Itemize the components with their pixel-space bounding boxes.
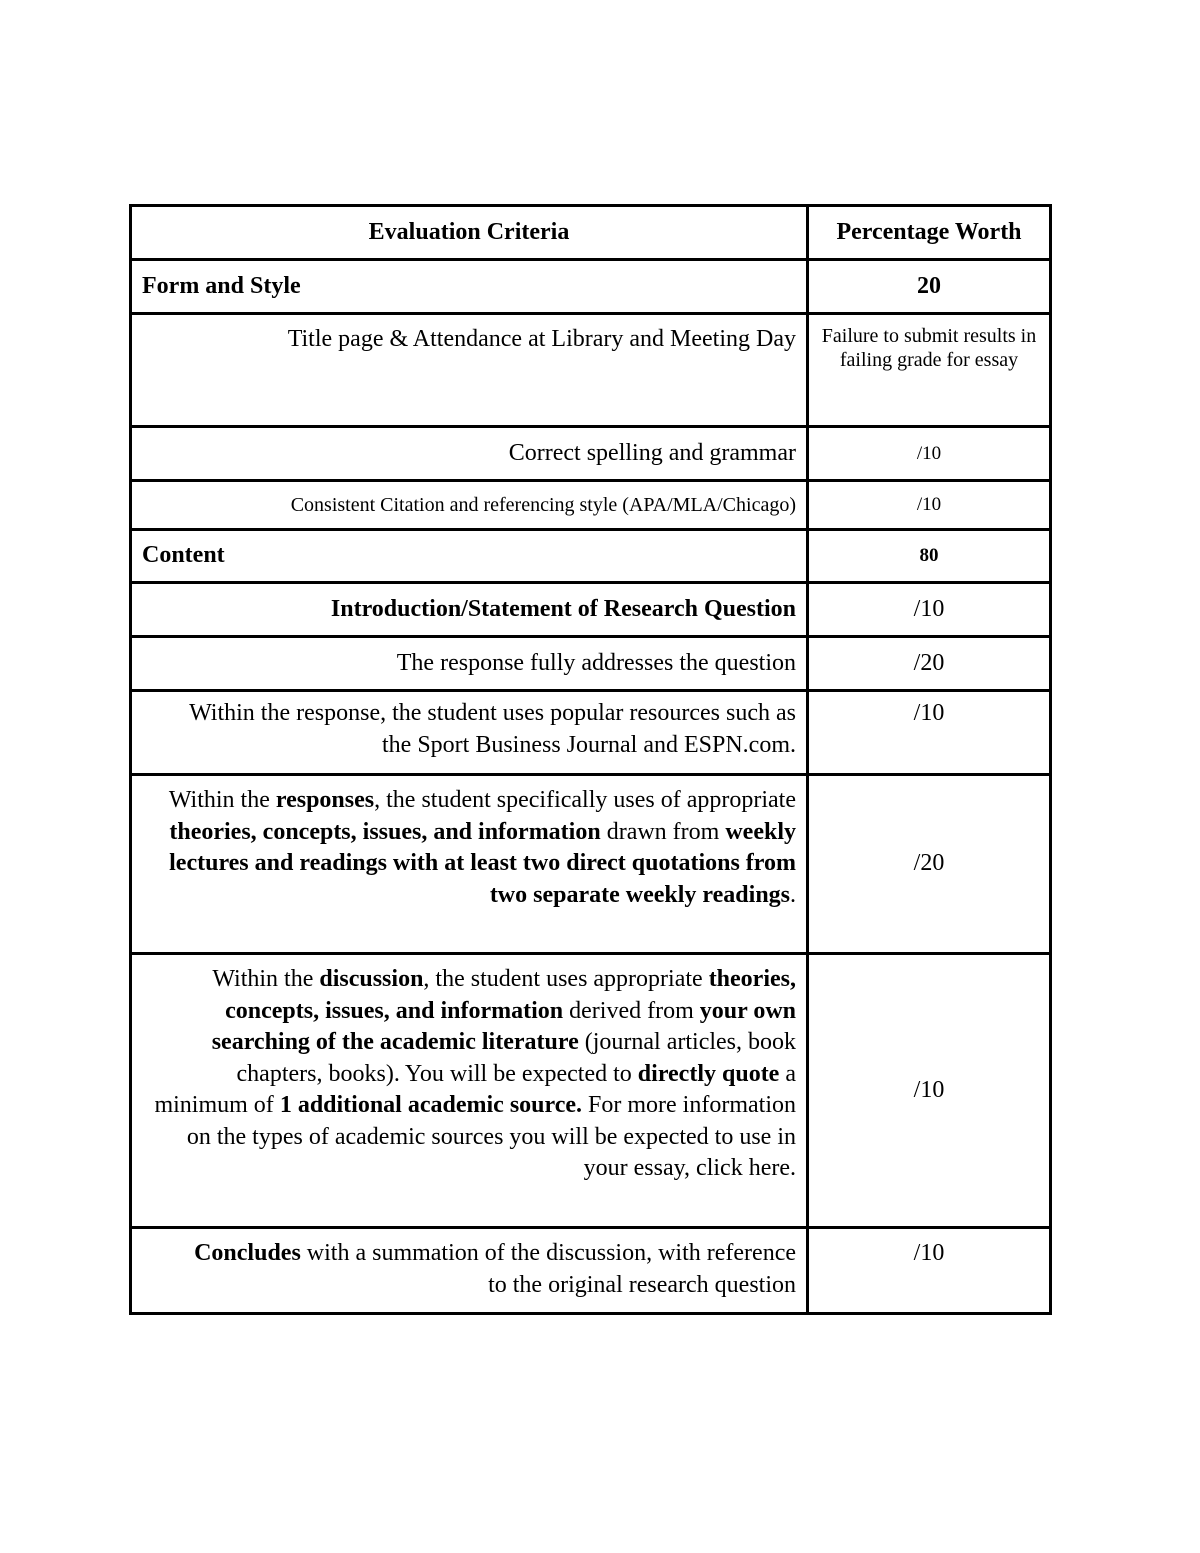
- criterion-row-title-page: [131, 314, 1051, 427]
- table-header-row: [131, 206, 1051, 260]
- criterion-row-popular-resources: [131, 691, 1051, 775]
- concludes-value: /10: [808, 1228, 1051, 1314]
- criterion-row-concludes: [131, 1228, 1051, 1314]
- content-label: Content: [131, 530, 808, 583]
- concludes-cell: [131, 1228, 808, 1314]
- discussion-text-3: derived from: [563, 997, 700, 1024]
- addresses-value: /20: [808, 637, 1051, 691]
- form-style-label: Form and Style: [131, 260, 808, 314]
- evaluation-rubric-table: [129, 204, 1052, 1315]
- discussion-bold-4: directly quote: [637, 1060, 780, 1087]
- discussion-bold-5: 1 additional academic source.: [279, 1092, 583, 1118]
- section-row-content: [131, 530, 1051, 583]
- section-row-form-style: [131, 260, 1051, 314]
- discussion-text-4: (journal articles, book chapters, books). You will be expected to: [236, 1029, 796, 1087]
- theories-bold-2: theories, concepts, issues, and information: [169, 818, 601, 845]
- theories-bold-1: responses: [275, 787, 375, 813]
- theories-bold-3: weekly lectures and readings with at least two direct quotations from two separate weekly readings: [169, 818, 796, 908]
- content-value: 80: [808, 530, 1051, 583]
- criterion-row-citation: [131, 481, 1051, 530]
- theories-text-2: , the student specifically uses of appropriate: [374, 787, 796, 813]
- theories-text-3: drawn from: [600, 818, 726, 845]
- spelling-label: Correct spelling and grammar: [131, 427, 808, 481]
- discussion-bold-2: theories, concepts, issues, and information: [225, 966, 796, 1024]
- header-worth: Percentage Worth: [808, 206, 1051, 260]
- popular-value: /10: [808, 691, 1051, 775]
- discussion-bold-3: your own searching of the academic literature: [211, 997, 796, 1055]
- citation-value: /10: [808, 481, 1051, 530]
- citation-label: Consistent Citation and referencing style (APA/MLA/Chicago): [131, 481, 808, 530]
- discussion-cell: [131, 954, 808, 1228]
- theories-text-4: .: [790, 881, 796, 908]
- discussion-text-1: Within the: [212, 966, 320, 992]
- criterion-row-addresses: [131, 637, 1051, 691]
- discussion-text-5: a minimum of: [154, 1060, 796, 1118]
- form-style-value: 20: [808, 260, 1051, 314]
- criterion-row-discussion: [131, 954, 1051, 1228]
- theories-cell: [131, 775, 808, 954]
- discussion-text-6: For more information on the types of academic sources you will be expected to use in your essay, click here.: [186, 1092, 796, 1181]
- concludes-bold-1: Concludes: [194, 1240, 301, 1266]
- discussion-value: /10: [808, 954, 1051, 1228]
- theories-value: /20: [808, 775, 1051, 954]
- theories-text-1: Within the: [168, 787, 276, 813]
- spelling-value: /10: [808, 427, 1051, 481]
- discussion-bold-1: discussion: [319, 966, 424, 992]
- discussion-text-2: , the student uses appropriate: [423, 966, 709, 992]
- header-criteria: Evaluation Criteria: [131, 206, 808, 260]
- popular-label: Within the response, the student uses popular resources such as the Sport Business Journal and ESPN.com.: [131, 691, 808, 775]
- title-page-label: Title page & Attendance at Library and Meeting Day: [131, 314, 808, 427]
- criterion-row-introduction: [131, 583, 1051, 637]
- title-page-value: Failure to submit results in failing grade for essay: [808, 314, 1051, 427]
- criterion-row-theories: [131, 775, 1051, 954]
- introduction-value: /10: [808, 583, 1051, 637]
- criterion-row-spelling: [131, 427, 1051, 481]
- introduction-label: Introduction/Statement of Research Question: [131, 583, 808, 637]
- addresses-label: The response fully addresses the question: [131, 637, 808, 691]
- concludes-text-1: with a summation of the discussion, with reference to the original research question: [300, 1240, 796, 1298]
